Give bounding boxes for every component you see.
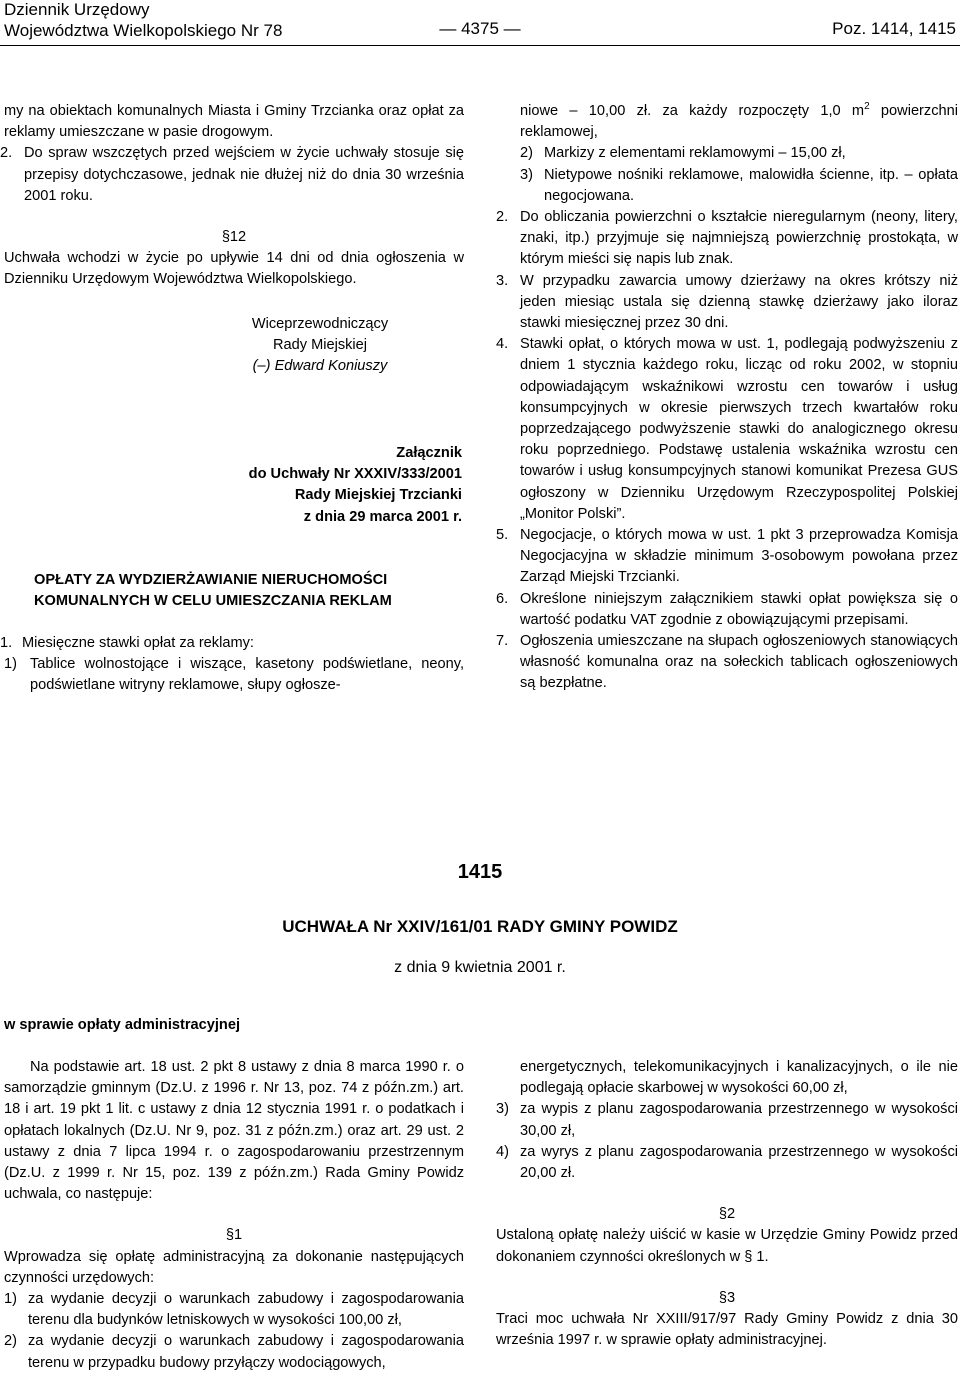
resolution-subject: w sprawie opłaty administracyjnej (4, 1017, 241, 1033)
item-number: 6. (496, 590, 509, 607)
lower-right-column (496, 1057, 958, 1351)
item-text: za wyrys z planu zagospodarowania przestrzennego w wysokości 20,00 zł. (520, 1143, 958, 1182)
list-item (496, 334, 958, 525)
list-item (4, 1289, 464, 1331)
list-item (520, 165, 958, 207)
paragraph-continuation: energetycznych, telekomunikacyjnych i kanalizacyjnych, o ile nie podlegają opłacie skarbowej w wysokości 60,00 zł, (520, 1059, 958, 1097)
upper-right-column (496, 101, 958, 695)
item-number: 3. (496, 272, 509, 289)
list-item (496, 589, 958, 631)
item-text: Negocjacje, o których mowa w ust. 1 pkt 3 przeprowadza Komisja Negocjacyjna w składzie minimum 3-osobowym powołana przez Zarząd Miejski Trzcianki. (520, 527, 958, 586)
list-item (4, 1331, 464, 1373)
journal-title-line1: Dziennik Urzędowy (4, 0, 150, 19)
lower-left-column (4, 1057, 464, 1374)
resolution-title: UCHWAŁA Nr XXIV/161/01 RADY GMINY POWIDZ (282, 917, 678, 936)
item-text: Do obliczania powierzchni o kształcie nieregularnym (neony, litery, znaki, itp.) przyjmuje się najmniejszą powierzchnię prostokąta, w którym mieści się napis lub znak. (520, 209, 958, 268)
item-number: 4) (496, 1143, 509, 1160)
fees-heading (4, 570, 474, 612)
list-item (496, 271, 958, 335)
item-number: 1) (4, 1291, 17, 1308)
section-1-heading: §1 (225, 1227, 243, 1244)
item-text: za wydanie decyzji o warunkach zabudowy i zagospodarowania terenu w przypadku budowy przyłączy wodociągowych, (28, 1333, 464, 1371)
continuation-text-end: powierzchni reklamowej, (520, 103, 958, 141)
item-text: Do spraw wszczętych przed wejściem w życie uchwały stosuje się przepisy dotychczasowe, jednak nie dłużej niż do dnia 30 września 2001 roku. (24, 145, 464, 204)
attachment-label: Załącznik (396, 445, 462, 461)
attachment-date: z dnia 29 marca 2001 r. (303, 508, 462, 525)
item-number: 1. (0, 635, 13, 651)
list-item (496, 1099, 958, 1141)
item-number: 1) (4, 656, 17, 673)
item-text: Stawki opłat, o których mowa w ust. 1, podlegają podwyższeniu z dniem 1 stycznia każdego roku, licząc od roku 2002, w stopniu odpowiadającym wskaźnikowi wzrostu cen towarów i usług konsumpcyjnych w okresie pierwszych trzech kwartałów roku poprzedzającego podwyższenie stawki do analogicznego okresu roku poprzedniego. Podstawę ustalenia wskaźnika wzrostu cen towarów i usług konsumpcyjnych stanowi komunikat Prezesa GUS ogłoszony w Dzienniku Urzędowym Rzeczypospolitej Polskiej „Monitor Polski”. (520, 336, 958, 522)
item-text: Nietypowe nośniki reklamowe, malowidła ścienne, itp. – opłata negocjowana. (544, 166, 958, 204)
section-12-text: Uchwała wchodzi w życie po upływie 14 dni od dnia ogłoszenia w Dzienniku Urzędowym Województwa Wielkopolskiego. (4, 250, 464, 288)
item-number: 2) (520, 145, 533, 162)
item-text: Określone niniejszym załącznikiem stawki opłat powiększa się o wartość podatku VAT zgodnie z obowiązującymi przepisami. (520, 590, 958, 628)
item-number: 3) (496, 1101, 509, 1118)
attachment-resolution: do Uchwały Nr XXXIV/333/2001 (248, 466, 462, 483)
attachment-council: Rady Miejskiej Trzcianki (294, 487, 462, 504)
item-text: Miesięczne stawki opłat za reklamy: (22, 635, 254, 651)
superscript: 2 (864, 101, 870, 113)
signature-body: Rady Miejskiej (272, 337, 368, 354)
preamble: Na podstawie art. 18 ust. 2 pkt 8 ustawy z dnia 8 marca 1990 r. o samorządzie gminnym (Dz.U. z 1996 r. Nr 13, poz. 74 z późn.zm.) art. 18 i art. 19 pkt 1 lit. c ustawy z dnia 12 stycznia 1991 r. o podatkach i opłatach lokalnych (Dz.U. Nr 9, poz. 31 z późn.zm.) oraz art. 29 ust. 2 ustawy z dnia 7 lipca 1994 r. o zagospodarowaniu przestrzennym (Dz.U. z 1999 r. Nr 15, poz. 139 z późn.zm.) Rada Gminy Powidz uchwala, co następuje: (4, 1059, 464, 1203)
item-text: za wydanie decyzji o warunkach zabudowy i zagospodarowania terenu dla budynków letniskowych w wysokości 100,00 zł, (28, 1291, 464, 1329)
item-number: 7. (496, 633, 509, 650)
fees-heading-line2: KOMUNALNYCH W CELU UMIESZCZANIA REKLAM (34, 593, 392, 610)
item-number: 2. (496, 209, 509, 226)
page-header (0, 0, 960, 42)
list-item (496, 1142, 958, 1184)
continuation-text: niowe – 10,00 zł. za każdy rozpoczęty 1,0 m (520, 103, 865, 119)
resolution-date: z dnia 9 kwietnia 2001 r. (394, 959, 566, 976)
section-2-text: Ustaloną opłatę należy uiścić w kasie w Urzędzie Gminy Powidz przed dokonaniem czynności określonych w § 1. (496, 1227, 958, 1265)
list-item (496, 207, 958, 271)
list-item (496, 631, 958, 695)
section-2-heading: §2 (718, 1206, 736, 1223)
list-item (0, 143, 464, 207)
item-number: 4. (496, 336, 509, 353)
position-number-heading: 1415 (457, 861, 503, 883)
journal-title-line2: Województwa Wielkopolskiego Nr 78 (4, 20, 283, 40)
upper-left-column (0, 101, 464, 291)
item-text: W przypadku zawarcia umowy dzierżawy na okres krótszy niż jeden miesiąc ustala się dzienną stawkę dzierżawy jako iloraz stawki miesięcznej przez 30 dni. (520, 272, 958, 332)
item-number: 3) (520, 166, 533, 183)
item-text: za wypis z planu zagospodarowania przestrzennego w wysokości 30,00 zł, (520, 1101, 958, 1139)
item-text: Tablice wolnostojące i wiszące, kasetony podświetlane, neony, podświetlane witryny reklamowe, słupy ogłosze- (30, 656, 464, 694)
item-text: Markizy z elementami reklamowymi – 15,00 zł, (544, 145, 846, 162)
fees-list (0, 633, 464, 697)
section-3-heading: §3 (718, 1289, 736, 1306)
list-item (496, 525, 958, 589)
paragraph-continuation: my na obiektach komunalnych Miasta i Gminy Trzcianka oraz opłat za reklamy umieszczane w pasie drogowym. (4, 103, 464, 141)
page-number: — 4375 — (439, 19, 521, 38)
position-numbers: Poz. 1414, 1415 (832, 19, 956, 38)
section-12-heading: §12 (221, 229, 247, 246)
item-number: 2) (4, 1333, 17, 1350)
section-1-text: Wprowadza się opłatę administracyjną za dokonanie następujących czynności urzędowych: (4, 1248, 464, 1286)
item-number: 2. (0, 145, 13, 162)
fees-heading-line1: OPŁATY ZA WYDZIERŻAWIANIE NIERUCHOMOŚCI (34, 572, 388, 588)
list-item (520, 143, 958, 164)
attachment-block (200, 443, 462, 528)
signature-name: (–) Edward Koniuszy (252, 358, 388, 375)
paragraph-continuation (496, 101, 958, 143)
item-text: Ogłoszenia umieszczane na słupach ogłoszeniowych stanowiących własność komunalna oraz na sołeckich tablicach ogłoszeniowych są bezpłatne. (520, 633, 958, 692)
section-3-text: Traci moc uchwała Nr XXIII/917/97 Rady Gminy Powidz z dnia 30 września 1997 r. w sprawie opłaty administracyjnej. (496, 1311, 958, 1349)
header-rule (0, 45, 960, 46)
list-item (4, 654, 464, 696)
list-item (0, 633, 464, 654)
item-number: 5. (496, 527, 509, 544)
signature-block (180, 314, 480, 378)
signature-role: Wiceprzewodniczący (251, 316, 389, 332)
